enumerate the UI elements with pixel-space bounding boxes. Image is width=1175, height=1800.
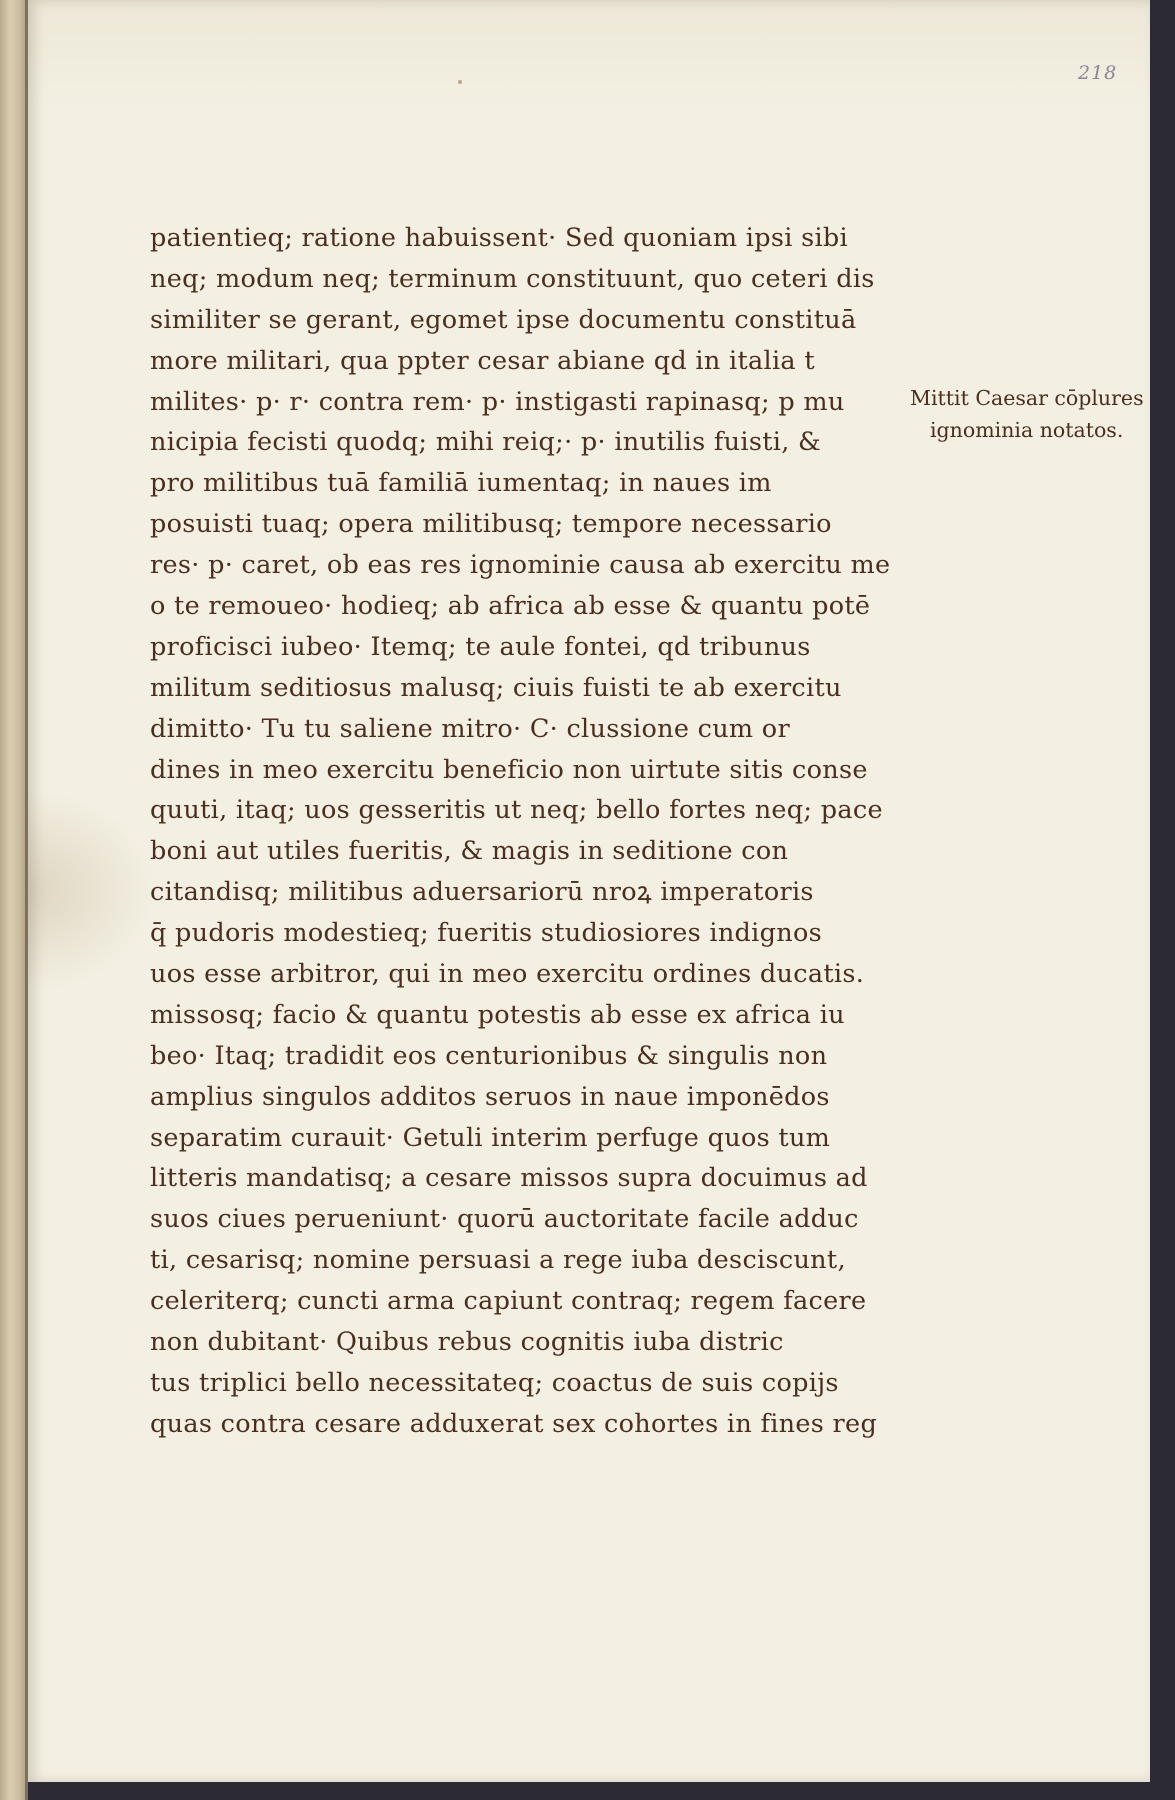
text-line: res· p· caret, ob eas res ignominie causa ab exercitu me: [150, 550, 891, 581]
text-line: posuisti tuaq; opera militibusq; tempore necessario: [150, 509, 832, 540]
text-line: missosq; facio & quantu potestis ab esse ex africa iu: [150, 999, 845, 1030]
manuscript-page: [28, 0, 1150, 1782]
text-line: celeriterq; cuncti arma capiunt contraq; regem facere: [150, 1286, 867, 1317]
text-line: quuti, itaq; uos gesseritis ut neq; bello fortes neq; pace: [150, 795, 883, 826]
ink-dot-mark: [458, 80, 462, 84]
text-line: quas contra cesare adduxerat sex cohortes in fines reg: [150, 1408, 878, 1439]
previous-page-edge: [0, 0, 28, 1800]
text-line: non dubitant· Quibus rebus cognitis iuba distric: [150, 1327, 784, 1358]
text-line: suos ciues perueniunt· quorū auctoritate facile adduc: [150, 1204, 859, 1235]
text-line: pro militibus tuā familiā iumentaq; in naues im: [150, 468, 772, 499]
text-line: milites· p· r· contra rem· p· instigasti rapinasq; p mu: [150, 386, 845, 417]
text-line: nicipia fecisti quodq; mihi reiq;· p· inutilis fuisti, &: [150, 427, 822, 458]
text-line: litteris mandatisq; a cesare missos supra docuimus ad: [150, 1163, 868, 1194]
text-line: similiter se gerant, egomet ipse documentu constituā: [150, 304, 857, 335]
text-line: boni aut utiles fueritis, & magis in seditione con: [150, 836, 789, 867]
text-line: neq; modum neq; terminum constituunt, quo ceteri dis: [150, 263, 875, 294]
text-line: ti, cesarisq; nomine persuasi a rege iuba desciscunt,: [150, 1245, 846, 1276]
text-line: separatim curauit· Getuli interim perfuge quos tum: [150, 1122, 831, 1153]
text-line: uos esse arbitror, qui in meo exercitu ordines ducatis.: [150, 959, 865, 990]
text-line: o te remoueo· hodieq; ab africa ab esse & quantu potē: [150, 591, 871, 622]
text-line: amplius singulos additos seruos in naue imponēdos: [150, 1081, 830, 1112]
text-line: q̄ pudoris modestieq; fueritis studiosiores indignos: [150, 918, 823, 949]
marginal-gloss: [910, 382, 1172, 446]
text-line: patientieq; ratione habuissent· Sed quoniam ipsi sibi: [150, 223, 848, 253]
main-text-column: [150, 218, 910, 1445]
text-line: tus triplici bello necessitateq; coactus de suis copijs: [150, 1367, 839, 1398]
text-line: militum seditiosus malusq; ciuis fuisti te ab exercitu: [150, 672, 842, 703]
text-line: more militari, qua ppter cesar abiane qd in italia t: [150, 345, 815, 376]
marginal-gloss-line: Mittit Caesar cōplures: [910, 386, 1144, 410]
text-line: citandisq; militibus aduersariorū nroꝝ imperatoris: [150, 877, 814, 908]
text-line: beo· Itaq; tradidit eos centurionibus & singulis non: [150, 1040, 828, 1071]
text-line: dines in meo exercitu beneficio non uirtute sitis conse: [150, 754, 868, 785]
folio-number: 218: [1078, 62, 1118, 84]
text-line: proficisci iubeo· Itemq; te aule fontei, qd tribunus: [150, 631, 811, 662]
marginal-gloss-line: ignominia notatos.: [930, 418, 1124, 442]
text-line: dimitto· Tu tu saliene mitro· C· clussione cum or: [150, 713, 790, 744]
